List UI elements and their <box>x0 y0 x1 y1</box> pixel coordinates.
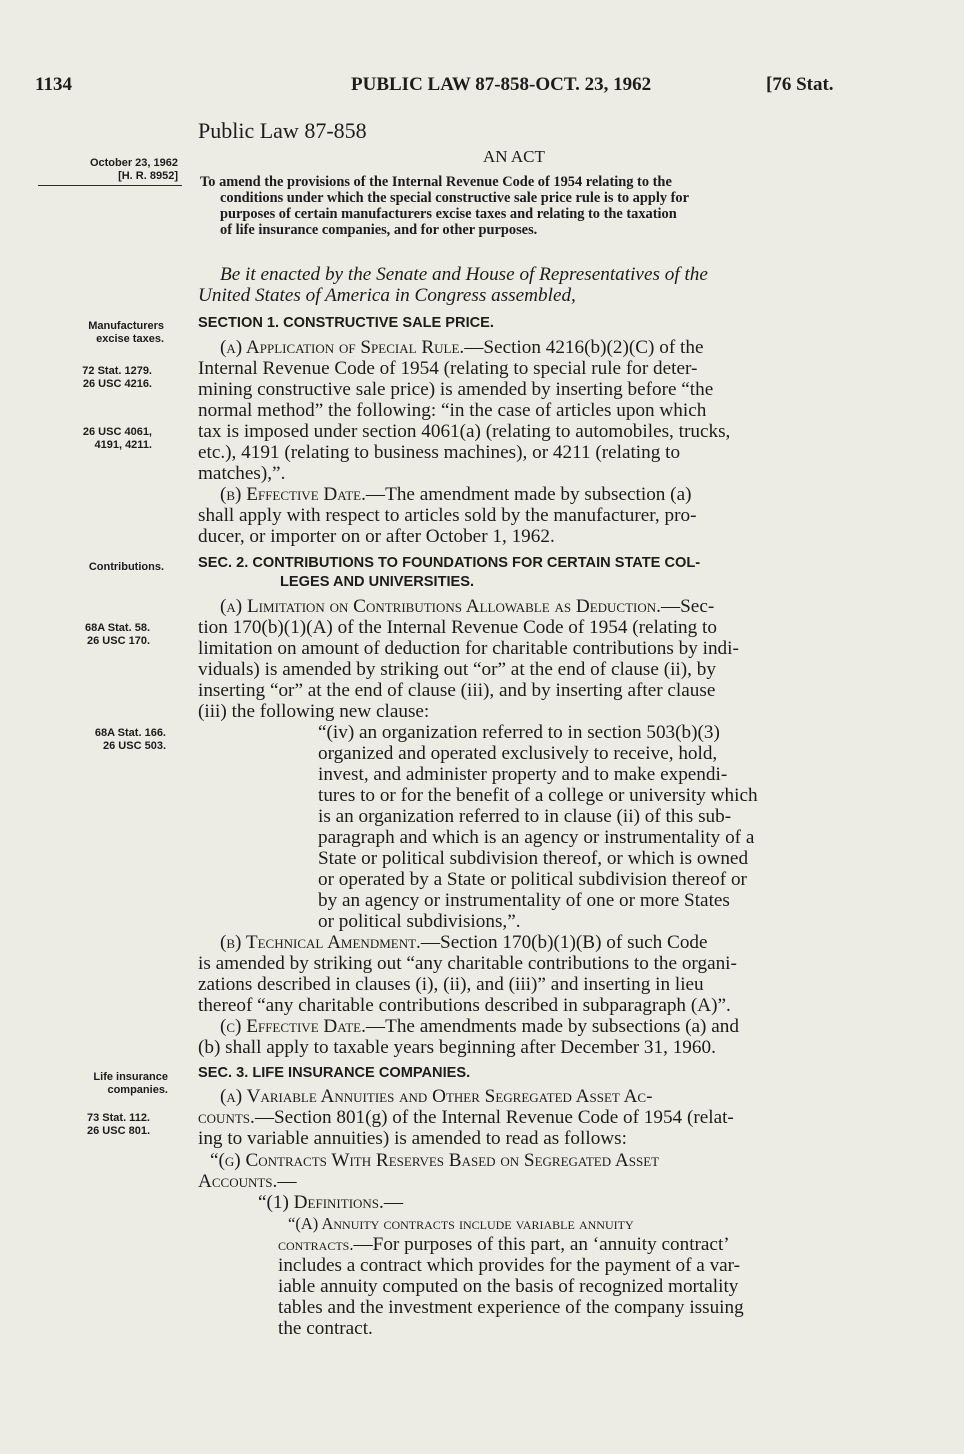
section-3-a-second-line: counts.—Section 801(g) of the Internal Revenue Code of 1954 (relat- <box>198 1107 734 1128</box>
margin-note-stat-166: 68A Stat. 166. 26 USC 503. <box>94 727 166 752</box>
section-3-a-first-line: (a) Variable Annuities and Other Segregated Asset Ac- <box>220 1086 653 1107</box>
section-2-heading-2: LEGES AND UNIVERSITIES. <box>280 574 475 590</box>
margin-note-date: October 23, 1962 [H. R. 8952] <box>89 157 178 182</box>
section-3-a-text: ing to variable annuities) is amended to read as follows: <box>198 1128 627 1149</box>
margin-note-life-insurance: Life insurance companies. <box>93 1071 168 1096</box>
margin-note-stat-1279: 72 Stat. 1279. 26 USC 4216. <box>82 365 152 390</box>
running-title: PUBLIC LAW 87-858-OCT. 23, 1962 <box>351 74 652 95</box>
section-2-a-first-line: (a) Limitation on Contributions Allowable as Deduction.—Sec- <box>220 596 715 617</box>
new-clause-iv-first: “(iv) an organization referred to in section 503(b)(3) <box>318 722 720 743</box>
section-2-c-first-line: (c) Effective Date.—The amendments made by subsections (a) and <box>220 1016 739 1037</box>
enacting-clause-2: United States of America in Congress assembled, <box>198 285 576 306</box>
paragraph-A-heading: “(A) Annuity contracts include variable annuity <box>288 1214 634 1233</box>
section-3-heading: SEC. 3. LIFE INSURANCE COMPANIES. <box>198 1065 471 1081</box>
new-clause-iv-text: organized and operated exclusively to receive, hold, invest, and administer property and to make expendi- tures to or for the benefit of a college or university which is an organization referred to in clause (ii) of this sub- paragraph and which is an agency or instrumentality of a State or political subdivision thereof, or which is owned or operated by a State or political subdivision thereof or by an agency or instrumentality of one or more States or political subdivisions,”. <box>318 743 758 932</box>
definitions-heading: “(1) Definitions.— <box>258 1192 404 1213</box>
subsection-g-heading: “(g) Contracts With Reserves Based on Segregated Asset <box>210 1150 660 1171</box>
an-act-label: AN ACT <box>483 147 545 166</box>
section-2-heading-1: SEC. 2. CONTRIBUTIONS TO FOUNDATIONS FOR CERTAIN STATE COL- <box>198 555 701 571</box>
paragraph-A-first-line: contracts.—For purposes of this part, an ‘annuity contract’ <box>278 1234 730 1255</box>
section-2-c-text: (b) shall apply to taxable years beginning after December 31, 1960. <box>198 1037 716 1058</box>
margin-rule <box>38 185 182 186</box>
paragraph-A-text: includes a contract which provides for the payment of a var- iable annuity computed on the basis of recognized mortality tables and the investment experience of the company issuing the contract. <box>278 1255 744 1339</box>
page-number: 1134 <box>35 74 72 95</box>
section-1-a-first-line: (a) Application of Special Rule.—Section 4216(b)(2)(C) of the <box>220 337 704 358</box>
section-2-a-text: tion 170(b)(1)(A) of the Internal Revenue Code of 1954 (relating to limitation on amount of deduction for charitable contributions by indi- viduals) is amended by striking out “or” at the end of clause (ii), by inserting “or” at the end of clause (iii), and by inserting after clause (iii) the following new clause: <box>198 617 739 722</box>
section-2-b-text: is amended by striking out “any charitable contributions to the organi- zations described in clauses (i), (ii), and (iii)” and inserting in lieu thereof “any charitable contributions described in subparagraph (A)”. <box>198 953 737 1016</box>
act-purpose: To amend the provisions of the Internal Revenue Code of 1954 relating to the conditions under which the special constructive sale price rule is to apply for purposes of certain manufacturers excise taxes and relating to the taxation of life insurance companies, and for other purposes. <box>200 174 690 238</box>
section-2-b-first-line: (b) Technical Amendment.—Section 170(b)(1)(B) of such Code <box>220 932 708 953</box>
section-1-b-text: shall apply with respect to articles sold by the manufacturer, pro- ducer, or importer on or after October 1, 1962. <box>198 505 697 547</box>
margin-note-usc-4061: 26 USC 4061, 4191, 4211. <box>82 426 152 451</box>
section-1-b-first-line: (b) Effective Date.—The amendment made by subsection (a) <box>220 484 692 505</box>
volume-reference: [76 Stat. <box>766 74 834 95</box>
section-1-a-text: Internal Revenue Code of 1954 (relating to special rule for deter- mining constructive sale price) is amended by inserting before “the normal method” the following: “in the case of articles upon which tax is imposed under section 4061(a) (relating to automobiles, trucks, etc.), 4191 (relating to business machines), or 4211 (relating to matches),”. <box>198 358 731 484</box>
margin-note-manufacturers: Manufacturers excise taxes. <box>88 320 164 345</box>
margin-note-contributions: Contributions. <box>88 561 164 573</box>
law-number: Public Law 87-858 <box>198 118 367 143</box>
subsection-g-heading-2: Accounts.— <box>198 1171 297 1192</box>
section-1-heading: SECTION 1. CONSTRUCTIVE SALE PRICE. <box>198 315 494 331</box>
margin-note-stat-112: 73 Stat. 112. 26 USC 801. <box>87 1112 150 1137</box>
enacting-clause-1: Be it enacted by the Senate and House of Representatives of the <box>220 264 708 285</box>
margin-note-stat-58: 68A Stat. 58. 26 USC 170. <box>84 622 150 647</box>
